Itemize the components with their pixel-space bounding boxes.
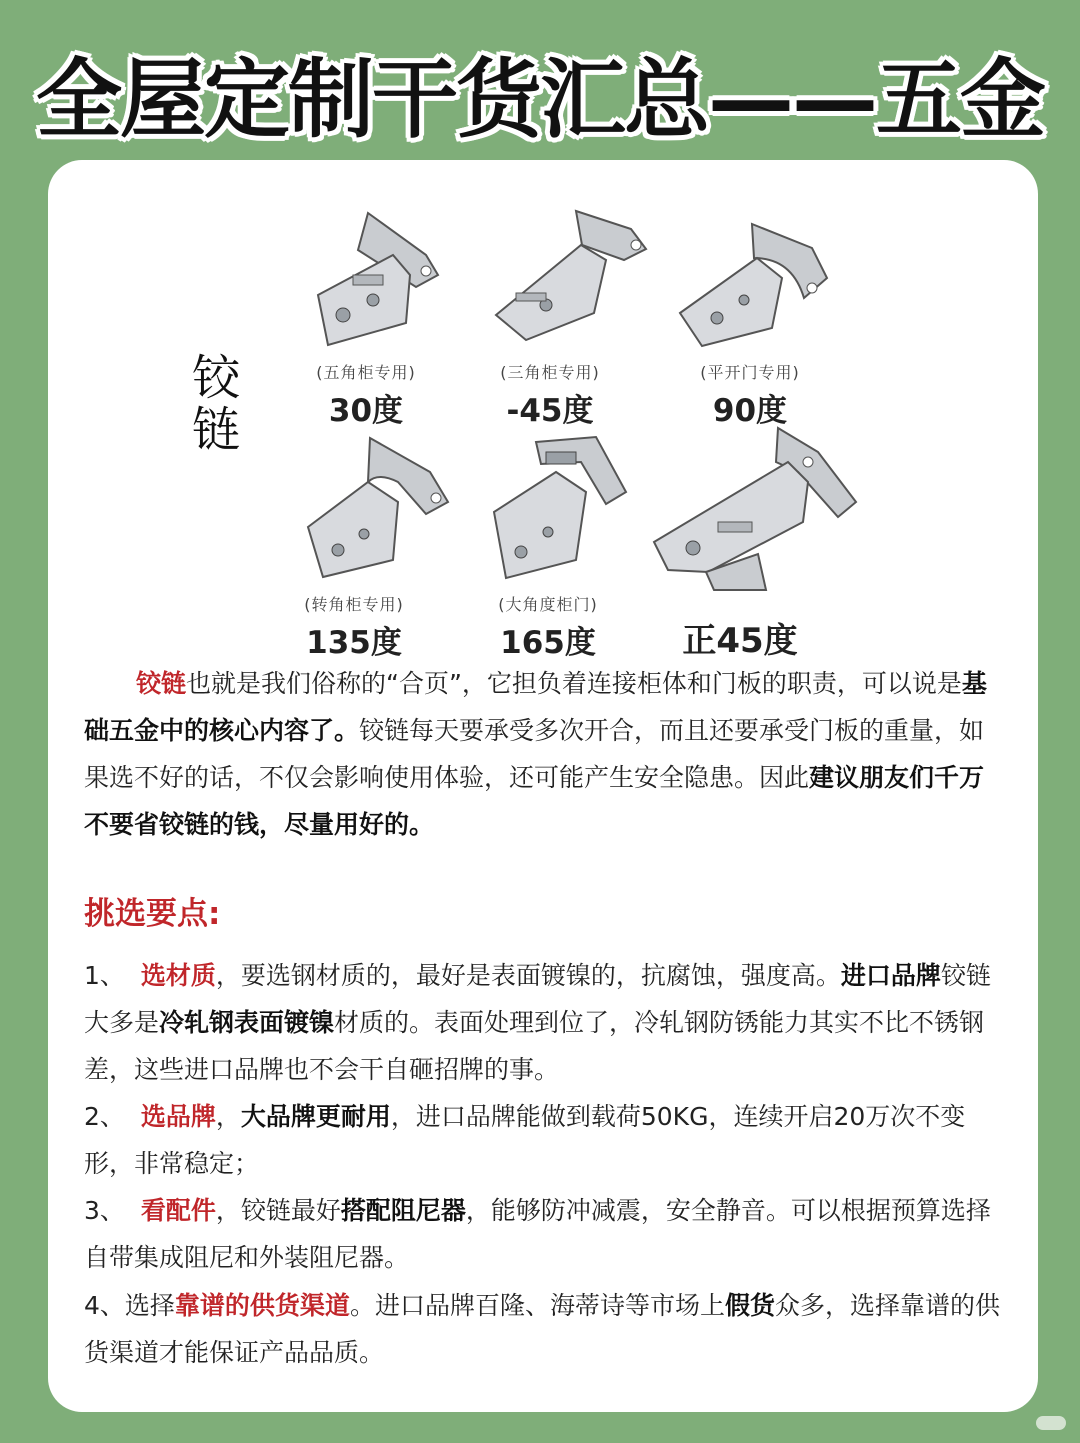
point-key: 选材质 [140, 961, 216, 990]
hinge-caption-pos45 [660, 592, 820, 662]
side-label: 铰链 [191, 350, 240, 458]
intro-paragraph [84, 660, 1004, 848]
point-key: 靠谱的供货渠道 [174, 1291, 350, 1320]
point-text: ，要选钢材质的，最好是表面镀镍的，抗腐蚀，强度高。 [215, 961, 841, 990]
intro-bold: 建议朋友们千万不要省铰链的钱，尽量用好的。 [84, 763, 985, 839]
hinge-degree: -45度 [506, 393, 594, 429]
point-text: 选择 [124, 1291, 175, 1320]
hinge-image-135 [298, 432, 453, 582]
point-number: 1、 [84, 961, 125, 990]
hinge-degree: 30度 [328, 393, 404, 429]
hinge-note: (五角柜专用) [316, 363, 416, 382]
point-number: 3、 [84, 1196, 125, 1225]
point-text: 。进口品牌百隆、海蒂诗等市场上 [349, 1291, 725, 1320]
hinge-icon [648, 422, 863, 592]
highlight-term: 铰链 [136, 669, 187, 698]
point-bold: 假货 [724, 1291, 775, 1320]
point-bold: 进口品牌 [840, 961, 941, 990]
point-number: 2、 [84, 1102, 125, 1131]
hinge-degree: 135度 [306, 625, 402, 661]
hinge-image-neg45 [486, 205, 651, 345]
hinge-image-30 [298, 205, 448, 350]
point-text: 铰链大多是 [84, 961, 991, 1037]
point-text: ， [215, 1102, 241, 1131]
hinge-caption-135 [284, 592, 424, 662]
hinge-degree: 90度 [712, 393, 788, 429]
hinge-caption-90 [680, 360, 820, 430]
point-bold: 大品牌更耐用 [240, 1102, 391, 1131]
intro-text: 铰链每天要承受多次开合，而且还要承受门板的重量，如果选不好的话，不仅会影响使用体验，还可能产生安全隐患。因此 [84, 716, 985, 792]
corner-badge [1036, 1416, 1066, 1430]
point-number: 4、 [84, 1291, 125, 1320]
hinge-note: (转角柜专用) [304, 595, 404, 614]
hinge-icon [486, 432, 636, 582]
hinge-icon [486, 205, 651, 345]
point-text: ，能够防冲减震，安全静音。可以根据预算选择自带集成阻尼和外装阻尼器。 [84, 1196, 991, 1272]
hinge-note: (平开门专用) [700, 363, 800, 382]
point-key: 选品牌 [140, 1102, 216, 1131]
intro-text: 也就是我们俗称的“合页”，它担负着连接柜体和门板的职责，可以说是 [186, 669, 962, 698]
point-2 [84, 1093, 1004, 1187]
hinge-degree: 165度 [500, 625, 596, 661]
point-bold: 冷轧钢表面镀镍 [159, 1008, 335, 1037]
hinge-note [660, 592, 820, 611]
hinge-image-165 [486, 432, 636, 582]
hinge-icon [298, 432, 453, 582]
hinge-note: (三角柜专用) [500, 363, 600, 382]
hinge-icon [298, 205, 448, 350]
hinge-icon [672, 218, 832, 348]
hinge-image-pos45 [648, 422, 863, 592]
point-text: ，铰链最好 [215, 1196, 341, 1225]
point-3 [84, 1187, 1004, 1281]
hinge-image-90 [672, 218, 832, 348]
point-4 [84, 1282, 1004, 1376]
hinge-degree: 正45度 [682, 621, 798, 661]
hinge-note: (大角度柜门) [498, 595, 598, 614]
hinge-caption-30 [296, 360, 436, 430]
hinge-caption-165 [478, 592, 618, 662]
hinge-caption-neg45 [480, 360, 620, 430]
page-title: 全屋定制干货汇总——五金 [36, 50, 1044, 150]
point-key: 看配件 [140, 1196, 216, 1225]
point-text: 众多，选择靠谱的供货渠道才能保证产品品质。 [84, 1291, 1000, 1367]
point-bold: 搭配阻尼器 [340, 1196, 466, 1225]
section-title: 挑选要点: [84, 896, 221, 932]
intro-bold: 基础五金中的核心内容了。 [84, 669, 987, 745]
point-text: ，进口品牌能做到载荷50KG，连续开启20万次不变形，非常稳定； [84, 1102, 966, 1178]
point-1 [84, 952, 1004, 1093]
point-text: 材质的。表面处理到位了，冷轧钢防锈能力其实不比不锈钢差，这些进口品牌也不会干自砸招牌的事。 [84, 1008, 985, 1084]
